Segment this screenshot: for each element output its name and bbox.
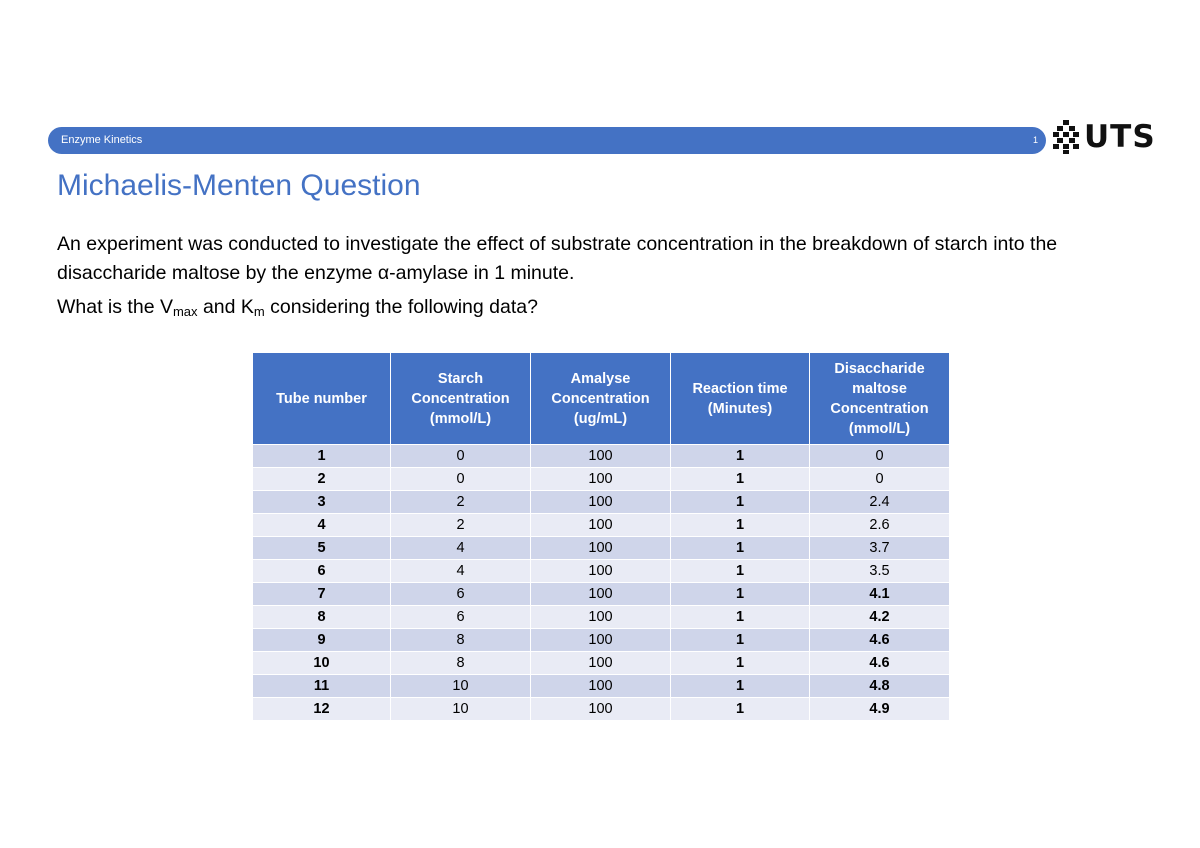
- header-starch-concentration: Starch Concentration (mmol/L): [391, 353, 531, 445]
- km-subscript: m: [253, 304, 265, 319]
- table-cell: 4.6: [810, 629, 950, 652]
- table-body: [253, 445, 950, 721]
- table-row: [253, 606, 950, 629]
- vmax-subscript: max: [172, 304, 198, 319]
- table-cell: 0: [810, 468, 950, 491]
- topic-label: Enzyme Kinetics: [61, 134, 143, 146]
- table-cell: 4: [253, 514, 391, 537]
- table-cell: 1: [671, 675, 810, 698]
- table-cell: 0: [810, 445, 950, 468]
- table-cell: 9: [253, 629, 391, 652]
- data-table: [252, 352, 950, 721]
- table-cell: 3: [253, 491, 391, 514]
- table-cell: 3.5: [810, 560, 950, 583]
- table-cell: 2.6: [810, 514, 950, 537]
- header-maltose-concentration: Disaccharide maltose Concentration (mmol/L): [810, 353, 950, 445]
- table-cell: 4.8: [810, 675, 950, 698]
- table-row: [253, 468, 950, 491]
- table-cell: 2: [391, 491, 531, 514]
- slide-title: Michaelis-Menten Question: [57, 169, 421, 202]
- table-cell: 1: [671, 537, 810, 560]
- table-cell: 1: [671, 514, 810, 537]
- table-cell: 1: [671, 583, 810, 606]
- table-cell: 4.1: [810, 583, 950, 606]
- table-row: [253, 514, 950, 537]
- table-cell: 1: [671, 445, 810, 468]
- table-row: [253, 583, 950, 606]
- table-cell: 1: [671, 491, 810, 514]
- table-cell: 10: [391, 698, 531, 721]
- table-cell: 6: [391, 583, 531, 606]
- table-cell: 4.6: [810, 652, 950, 675]
- table-row: [253, 698, 950, 721]
- table-cell: 2: [253, 468, 391, 491]
- table-cell: 2: [391, 514, 531, 537]
- table-cell: 100: [531, 468, 671, 491]
- table-header-row: [253, 353, 950, 445]
- table-cell: 100: [531, 675, 671, 698]
- table-cell: 100: [531, 560, 671, 583]
- table-cell: 4.2: [810, 606, 950, 629]
- table-cell: 10: [391, 675, 531, 698]
- table-cell: 100: [531, 537, 671, 560]
- table-cell: 8: [391, 629, 531, 652]
- table-cell: 8: [391, 652, 531, 675]
- table-cell: 100: [531, 583, 671, 606]
- table-cell: 0: [391, 445, 531, 468]
- body-text: [57, 230, 1157, 322]
- table-cell: 1: [671, 698, 810, 721]
- table-row: [253, 675, 950, 698]
- question-paragraph: [57, 293, 1157, 322]
- table-row: [253, 491, 950, 514]
- table-cell: 4: [391, 560, 531, 583]
- table-row: [253, 560, 950, 583]
- page-number: 1: [1032, 135, 1038, 145]
- table-cell: 100: [531, 652, 671, 675]
- table-cell: 100: [531, 491, 671, 514]
- table-cell: 5: [253, 537, 391, 560]
- table-cell: 100: [531, 606, 671, 629]
- table-cell: 1: [671, 468, 810, 491]
- table-cell: 12: [253, 698, 391, 721]
- table-cell: 1: [671, 652, 810, 675]
- table-row: [253, 629, 950, 652]
- table-cell: 1: [671, 629, 810, 652]
- header-amylase-concentration: Amalyse Concentration (ug/mL): [531, 353, 671, 445]
- intro-paragraph: An experiment was conducted to investigate the effect of substrate concentration in the breakdown of starch into the disaccharide maltose by the enzyme α-amylase in 1 minute.: [57, 233, 1058, 284]
- table-cell: 2.4: [810, 491, 950, 514]
- table-cell: 8: [253, 606, 391, 629]
- uts-emblem-icon: [1053, 120, 1079, 154]
- logo-text: UTS: [1084, 119, 1156, 155]
- table-cell: 100: [531, 514, 671, 537]
- question-text-3: considering the following data?: [264, 296, 538, 318]
- table-cell: 1: [671, 606, 810, 629]
- table-cell: 0: [391, 468, 531, 491]
- header-reaction-time: Reaction time (Minutes): [671, 353, 810, 445]
- question-text-1: What is the V: [57, 296, 173, 318]
- table-cell: 4.9: [810, 698, 950, 721]
- table-cell: 7: [253, 583, 391, 606]
- table-row: [253, 537, 950, 560]
- table-cell: 100: [531, 629, 671, 652]
- table-cell: 1: [671, 560, 810, 583]
- table-row: [253, 445, 950, 468]
- table-cell: 6: [391, 606, 531, 629]
- table-cell: 6: [253, 560, 391, 583]
- table-cell: 1: [253, 445, 391, 468]
- table-cell: 4: [391, 537, 531, 560]
- table-row: [253, 652, 950, 675]
- table-cell: 11: [253, 675, 391, 698]
- header-tube-number: Tube number: [253, 353, 391, 445]
- table-cell: 100: [531, 445, 671, 468]
- table-cell: 10: [253, 652, 391, 675]
- header-bar: [48, 127, 1046, 154]
- table-cell: 3.7: [810, 537, 950, 560]
- table-cell: 100: [531, 698, 671, 721]
- question-text-2: and K: [197, 296, 254, 318]
- uts-logo: [1053, 120, 1156, 154]
